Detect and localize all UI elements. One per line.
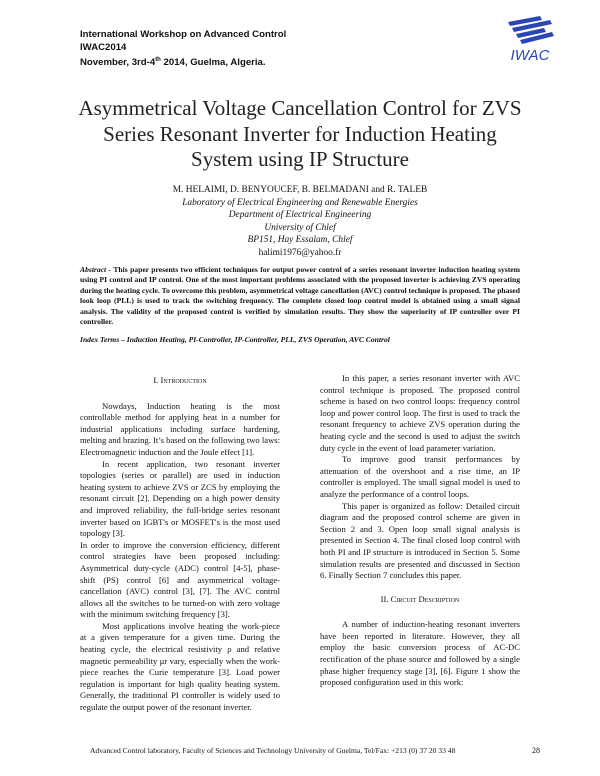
page-footer (90, 746, 540, 755)
paper-title (60, 96, 540, 173)
paragraph: To improve good transit performances by attenuation of the overshoot and a rise time, an IP controller is employed. The small signal model is used to analyze the performance of a control loops. (320, 454, 520, 499)
affiliation-dept: Department of Electrical Engineering (228, 210, 372, 221)
paragraph: A number of induction-heating resonant inverters have been reported in literature. However, they all employ the basic conversion process of AC-DC rectification of the phase source and followed by a single phase higher frequency stage [3], [6]. Figure 1 show the proposed configuration used in this work: (320, 619, 520, 688)
footer-text: Advanced Control laboratory, Faculty of Sciences and Technology University of Guelma, Tel/Fax: +213 (0) 37 20 33 48 (90, 746, 456, 755)
section-heading-circuit: II. Circuit Description (380, 593, 460, 604)
index-terms: Index Terms – Induction Heating, PI-Controller, IP-Controller, PLL, ZVS Operation, AVC Control (80, 335, 390, 344)
iwac-logo (500, 14, 560, 66)
left-column (80, 375, 280, 714)
affiliation-university: University of Chlef (264, 222, 336, 233)
affiliation-address: BP151, Hay Essalam, Chlef (247, 235, 353, 246)
title-line-3: System using IP Structure (191, 147, 409, 171)
abstract-label: Abstract - (80, 265, 112, 274)
title-line-2: Series Resonant Inverter for Induction Heating (103, 121, 497, 146)
conference-date: November, 3rd-4th 2014, Guelma, Algeria. (80, 57, 266, 69)
conference-acronym: IWAC2014 (80, 42, 127, 53)
right-column (320, 373, 520, 689)
title-line-1: Asymmetrical Voltage Cancellation Control for ZVS (78, 96, 522, 120)
page-number: 28 (532, 746, 540, 755)
paragraph: Most applications involve heating the work-piece at a given temperature for a given time. During the heating cycle, the electrical resistivity ρ and relative magnetic permeability μr vary, especially when the work-piece reaches the Curie temperature [3]. Load power regulation is important for high quality heating system. Generally, the traditional PI controller is widely used to regulate the output power of the resonant inverter. (80, 620, 280, 713)
author-block (80, 184, 520, 260)
paragraph: This paper is organized as follow: Detailed circuit diagram and the proposed control scheme are given in Section 2 and 3. Open loop small signal analysis is presented in Section 4. The final closed loop control with both PI and IP structure is introduced in Section 5. Some simulation results are presented and discussed in Section 6. Finally Section 7 concludes this paper. (320, 500, 520, 581)
abstract (80, 265, 520, 327)
logo-text: IWAC (510, 47, 550, 64)
paragraph: In order to improve the conversion efficiency, different control strategies have been proposed including: Asymmetrical duty-cycle (ADC) control [4-5], phase-shift (PS) control [6] and asymmetrical voltage-cancellation (AVC) control [3], [7]. The AVC control allows all the switches to be turned-on with zero voltage with the minimum switching frequency [3]. (80, 539, 280, 620)
conference-header (80, 28, 286, 69)
section-heading-introduction: I. Introduction (153, 375, 207, 385)
conference-name: International Workshop on Advanced Control (80, 29, 287, 40)
author-names: M. HELAIMI, D. BENYOUCEF, B. BELMADANI and R. TALEB (172, 185, 428, 195)
paragraph: In this paper, a series resonant inverter with AVC control technique is proposed. The proposed control scheme is based on two control loops: frequency control loop and power control loop. The first is used to track the resonant frequency to achieve ZVS operation during the heating cycle and the second is used to adjust the switch duty cycle in the event of load parameter variation. (320, 373, 520, 453)
author-email[interactable]: halimi1976@yahoo.fr (258, 247, 342, 258)
affiliation-lab: Laboratory of Electrical Engineering and Renewable Energies (182, 197, 418, 208)
abstract-text: This paper presents two efficient techniques for output power control of a series resonant inverter induction heating system using PI control and IP control. One of the most important problems associated with the proposed inverter is achieving ZVS operating during the heating cycle. To overcome this problem, asymmetrical voltage cancellation (AVC) control technique is proposed. The phased look loop (PLL) is used to track the switching frequency. The complete closed loop control model is obtained using a small signal analysis. The validity of the proposed control is verified by simulation results. They show the superiority of IP controller over PI controller. (80, 265, 520, 327)
paragraph: In recent application, two resonant inverter topologies (series or parallel) are used in induction heating system to achieve ZVS or ZCS by employing the resonant circuit [2]. Depending on a high power density and improved reliability, the full-bridge series resonant inverter based on IGBT's or MOSFET's is the most used topology [3]. (80, 458, 280, 539)
paragraph: Nowdays, Induction heating is the most controllable method for applying heat in a number for industrial applications including surface hardening, melting and brazing. It’s based on the following two laws: Electromagnetic induction and the Joule effect [1]. (80, 400, 281, 457)
